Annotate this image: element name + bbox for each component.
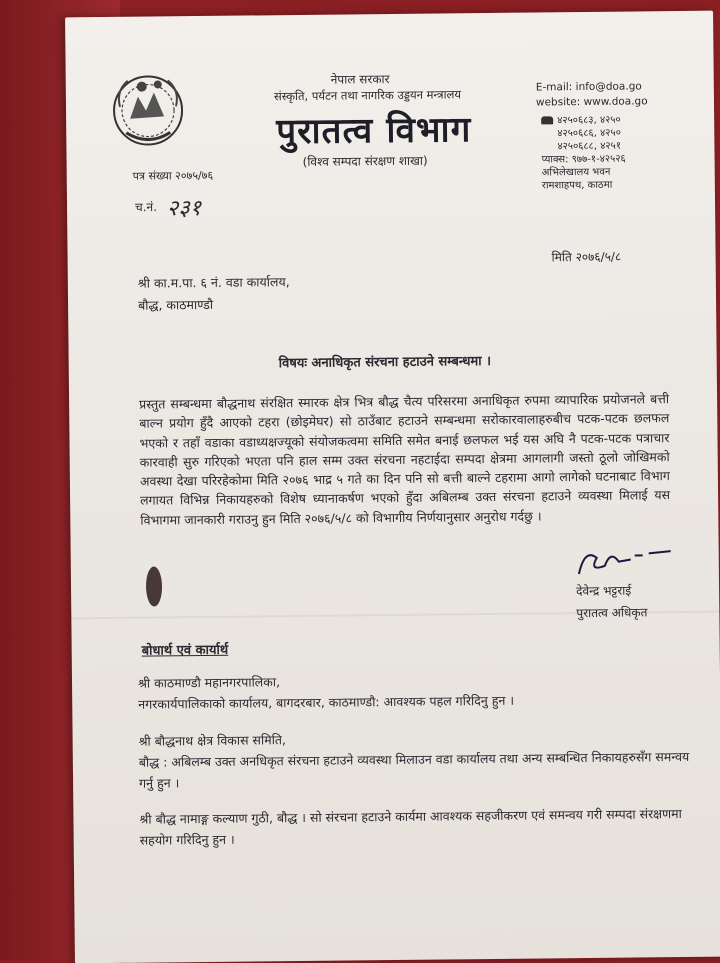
phone-line: ४२५०६८६, ४२५० (557, 127, 621, 140)
cc-entry-line: श्री काठमाण्डौ महानगरपालिका, (137, 674, 281, 691)
phone-line: ४२५०६८८, ४२५१ (557, 140, 622, 153)
letter-page (65, 11, 720, 963)
cc-entry-line: श्री बौद्धनाथ क्षेत्र विकास समिति, (138, 732, 287, 749)
letter-subject: विषयः अनाधिकृत संरचना हटाउने सम्बन्धमा । (278, 353, 492, 372)
cc-entry-line: श्री बौद्ध नामाङ्ग कल्याण गुठी, बौद्ध । सो संरचना हटाउने कार्यमा आवश्यक सहजीकरण एवं समन्वय गरी सम्पदा संरक्षणमा सहयोग गरिदिनु हुन । (139, 806, 682, 848)
dispatch-label: च.नं. (134, 199, 158, 215)
office-address-line: अभिलेखालय भवन (541, 166, 611, 179)
punch-hole (146, 566, 162, 606)
phone-block (541, 113, 672, 192)
signature-scrawl (571, 543, 681, 584)
email-text: E-mail: info@doa.go (535, 80, 642, 94)
reference-number: पत्र संख्या २०७५/७६ (132, 168, 214, 183)
department-title: पुरातत्व विभाग (276, 110, 472, 153)
cc-entry (138, 667, 698, 715)
nepal-emblem-icon (106, 66, 191, 151)
signer-name: देवेन्द्र भट्टराई (576, 583, 632, 599)
cc-entry (139, 803, 699, 851)
ministry-name: संस्कृति, पर्यटन तथा नागरिक उड्डयन मन्त्रालय (273, 87, 462, 104)
dispatch-number-block (135, 192, 201, 223)
dispatch-number: २३१ (166, 196, 202, 222)
recipient-line: बौद्ध, काठमाण्डौ (138, 296, 214, 313)
website-text: website: www.doa.go (535, 95, 648, 109)
letter-body: प्रस्तुत सम्बन्धमा बौद्धनाथ संरक्षित स्मारक क्षेत्र भित्र बौद्ध चैत्य परिसरमा अनाधिकृत रुपमा व्यापारिक प्रयोजनले बत्ती बाल्न प्रयोग हुँदै आएको टहरा (छोइमेघर) सो ठाउँबाट हटाउने सम्बन्धमा सरोकारवालाहरुबीच पटक-पटक छलफल भएको र तहाँ वडाका वडाध्यक्षज्यूको संयोजकत्वमा समिति समेत बनाई छलफल भई यस अघि नै पटक-पटक पत्राचार कारवाही सुरु गरिएको भएता पनि हाल सम्म उक्त संरचना नहटाईदा सम्पदा क्षेत्रमा आगलागी जस्तो ठूलो जोखिमको अवस्था देखा परिरहेकोमा मिति २०७६ भाद्र ५ गते का दिन पनि सो बत्ती बाल्ने टहरामा आगो लागेको घटनाबाट विभाग लगायत विभिन्न निकायहरुको विशेष ध्यानाकर्षण भएको हुँदा अबिलम्ब उक्त संरचना हटाउने व्यवस्था मिलाई यस विभागमा जानकारी गराउनु हुन मिति २०७६/५/८ को विभागीय निर्णयानुसार अनुरोध गर्दछु । (139, 391, 671, 528)
cc-entry-line: नगरकार्यपालिकाको कार्यालय, बागदरबार, काठमाण्डौ: आवश्यक पहल गरिदिनु हुन । (138, 692, 515, 712)
government-name: नेपाल सरकार (330, 72, 390, 87)
contact-block (536, 79, 686, 111)
cc-heading: बोधार्थ एवं कार्यार्थ (141, 642, 229, 659)
branch-name: (विश्व सम्पदा संरक्षण शाखा) (302, 153, 428, 169)
office-address-line: रामशाहपथ, काठमा (541, 179, 613, 192)
letter-date: मिति २०७६/५/८ (551, 249, 622, 265)
po-box-text: प्याक्स: ९७७-१-४२५२६ (541, 153, 626, 166)
recipient-line: श्री का.म.पा. ६ नं. वडा कार्यालय, (137, 274, 290, 291)
signer-title: पुरातत्व अधिकृत (576, 605, 648, 621)
phone-line: ४२५०६८३, ४२५० (557, 114, 621, 127)
phone-icon (541, 116, 553, 124)
cc-entry (139, 725, 700, 794)
cc-entry-line: बौद्ध : अबिलम्ब उक्त अनधिकृत संरचना हटाउने व्यवस्था मिलाउन वडा कार्यालय तथा अन्य सम्बन्धित निकायहरुसँग समन्वय गर्नु हुन । (138, 748, 690, 791)
